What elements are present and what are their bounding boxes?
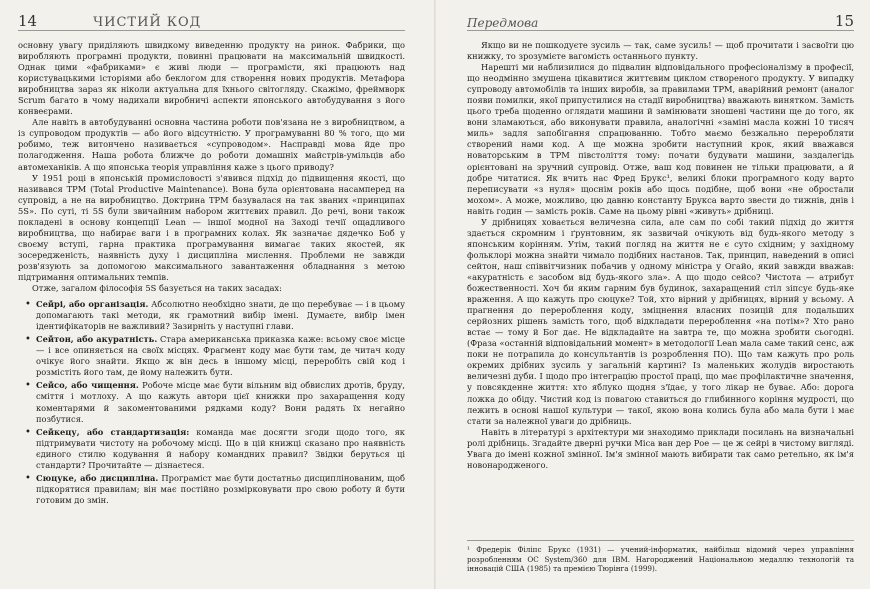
- list-item-text: Робоче місце має бути вільним від обвислих дротів, бруду, сміття і мотлоху. А що кажуть автори цієї книжки про захаращення коду коментарями й закоментованими рядками коду? Вони радять їх негайно позбутися.: [36, 380, 405, 424]
- paragraph: Отже, загалом філософія 5S базується на таких засадах:: [32, 283, 282, 294]
- right-page-number: 15: [834, 12, 854, 30]
- left-page-number: 14: [18, 12, 38, 30]
- right-page-body: [467, 40, 854, 471]
- right-running-head: [467, 4, 854, 31]
- right-page: [435, 0, 870, 589]
- paragraph: Навіть в літературі з архітектури ми знаходимо приклади посилань на визначальні ролі дрібниць. Згадайте дверні ручки Міса ван дер Рое — це ж сейрі в чистому вигляді. Увага до імені кожної змінної. Ім'я змінної мають вибирати так само ретельно, як ім'я новонародженого.: [467, 426, 854, 470]
- paragraph: У дрібницях ховається величезна сила, але сам по собі такий підхід до життя здається скромним і ґрунтовним, як зазвичай очікують від будь-якого методу з японським корінням. Утім, такий погляд на життя не є суто східним; у західному фольклорі можна знайти чимало подібних настанов. Так, принцип, наведений в описі сейтон, наш співвітчизник побачив у одному міністра у Огайо, який завжди вважав: «акуратність є засобом від будь-якого зла». А що щодо сейсо? Чистота — атрибут божественності. Хоч би яким гарним був будинок, захаращений стіл зіпсує будь-яке враження. А що кажуть про сюцуке? Той, хто вірний у дрібницях, вірний у всьому. А прагнення до перероблення коду, зміцнення власних позицій для подальших серйозних рішень замість того, щоб відкладати перероблення «на потім»? Хто рано встає — тому й Бог дає. Не відкладайте на завтра те, що можна зробити сьогодні. (Фраза «останній відповідальний момент» в методології Lean мала саме такий сенс, аж поки не потрапила до консультантів із розроблення ПО). Що там кажуть про роль окремих дрібних зусиль у загальній картині? Із маленьких жолудів виростають величезні дуби. І щодо про інтеграцію простої праці, що має профілактичне значення, у повсякденне життя: хто яблуко щодня з'їдає, у того лікар не буває. Або: дорога ложка до обіду. Чистий код із повагою ставиться до глибинного коріння мудрості, що лежить в основі нашої культури — такої, якою вона колись була або мала бути і має стати за належної уваги до дрібниць.: [467, 216, 854, 426]
- list-item: [36, 299, 405, 332]
- list-item-term: Сюцуке, або дисципліна.: [36, 472, 159, 483]
- left-running-head: [18, 4, 405, 31]
- list-item-text: Стара американська приказка каже: всьому своє місце — і все опиняється на своїх місцях. Фрагмент коду має бути там, де читач коду очікує його знайти. Якщо ж він десь в іншому місці, переробіть свій код і розмістіть його там, де йому належить бути.: [36, 334, 406, 378]
- list-item: [36, 334, 405, 378]
- left-page-body: [18, 40, 405, 506]
- paragraph: Якщо ви не пошкодуєте зусиль — так, саме зусиль! — щоб прочитати і засвоїти цю книжку, то зрозумієте вагомість останнього пункту.: [467, 40, 854, 62]
- left-running-title: ЧИСТИЙ КОД: [93, 15, 202, 30]
- paragraph: основну увагу приділяють швидкому виведенню продукту на ринок. Фабрики, що виробляють програмні продукти, повинні працювати на максимальній швидкості. Однак цими «фабриками» є живі люди — програмісти, які працюють над користувацькими історіями або беклогом для створення нових продуктів. Метафора виробництва зараз як ніколи актуальна для їхнього світогляду. Скажімо, фреймворк Scrum багато в чому надихали виробничі аспекти японського автобудування з його конвеєрами.: [18, 40, 405, 117]
- paragraph: Нарешті ми наблизилися до підвалин відповідального професіоналізму в професії, що неодмінно змушена цікавитися життєвим циклом створеного продукту. У випадку супроводу автомобілів та інших виробів, за правилами TPM, аварійний ремонт (аналог появи помилки, якої припустилися на стадії виробництва) вважають винятком. Замість цього треба щоденно оглядати машини й замінювати зношені частини ще до того, як вони зламаються, або виконувати правила, аналогічні «заміні масла кожні 10 тисяч миль» задля запобігання спрацюванню. Тобто маємо безжально переробляти створений нами код. А ще можна зробити наступний крок, який вважався новаторським в TPM півстоліття тому: почати будувати машини, заздалегідь орієнтовані на зручний супровід. Отже, ваш код повинен не тільки працювати, а й добре читатися. Як вчить нас Фред Брукс¹, великі блоки програмного коду варто переписувати «з нуля» щоснім років або щось подібне, щоб вони «не обростали мохом». А може, можливо, цю давню константу Брукса варто звести до тижнів, днів і навіть годин — замість років. Саме на цьому рівні «живуть» дрібниці.: [467, 62, 854, 216]
- paragraph: У 1951 році в японській промисловості з'явився підхід до підвищення якості, що називався TPM (Total Productive Maintenance). Вона була орієнтована насамперед на супровід, а не на виробництво. Доктрина TPM базувалася на так званих «принципах 5S». По суті, ті 5S були звичайним набором життєвих правил. До речі, вони також покладені в основу концепції Lean — іншої модної на Заході течії ощадливого виробництва, що набирає ваги і в програмних колах. Як зазначає дядечко Боб у своєму вступі, гарна практика програмування вимагає таких якостей, як зосередженість, наявність духу і дисципліна мислення. Проблеми не завжди розв'язують за допомогою максимального завантаження обладнання з метою підтримання оптимальних темпів.: [18, 172, 405, 282]
- list-item: [36, 380, 405, 424]
- right-running-title: Передмова: [467, 16, 539, 30]
- list-item-term: Сейкецу, або стандартизація:: [36, 426, 190, 437]
- list-item-term: Сейрі, або організація.: [36, 299, 149, 310]
- list-item: [36, 427, 405, 471]
- paragraph: Але навіть в автобудуванні основна частина роботи пов'язана не з виробництвом, а із супроводом продуктів — або його відсутністю. У програмуванні 80 % того, що ми робимо, теж витончено називається «супроводом». Насправді мова йде про полагодження. Наша робота ближче до роботи домашніх майстрів-умільців або автомеханіків. А що японська теорія управління каже з цього приводу?: [18, 117, 405, 172]
- list-item-term: Сейтон, або акуратність.: [36, 334, 158, 345]
- list-item-text: Програміст має бути достатньо дисциплінованим, щоб підкорятися правилам; він має постійно розмірковувати про свою роботу й бути готовим до змін.: [36, 472, 405, 505]
- list-item: [36, 473, 405, 506]
- list-item-text: Абсолютно необхідно знати, де що перебуває — і в цьому допомагають такі методи, як грамотний вибір імені. Думаєте, вибір імен ідентифікаторів не важливий? Зазирніть у наступні глави.: [36, 299, 405, 332]
- 5s-principles-list: [18, 299, 405, 506]
- list-item-text: команда має досягти згоди щодо того, як підтримувати чистоту на робочому місці. Що в цій книжці сказано про наявність єдиного стилю кодування й набору командних правил? Звідки беруться ці стандарти? Прочитайте — дізнаєтеся.: [36, 426, 405, 470]
- footnote: ¹ Фредерік Філіпс Брукс (1931) — учений-інформатик, найбільш відомий через управління розробленням ОС System/360 для IBM. Нагороджений Національною медаллю технологій та інновацій США (1985) та премією Тюрінга (1999).: [467, 540, 854, 574]
- list-item-term: Сейсо, або чищення.: [36, 380, 139, 391]
